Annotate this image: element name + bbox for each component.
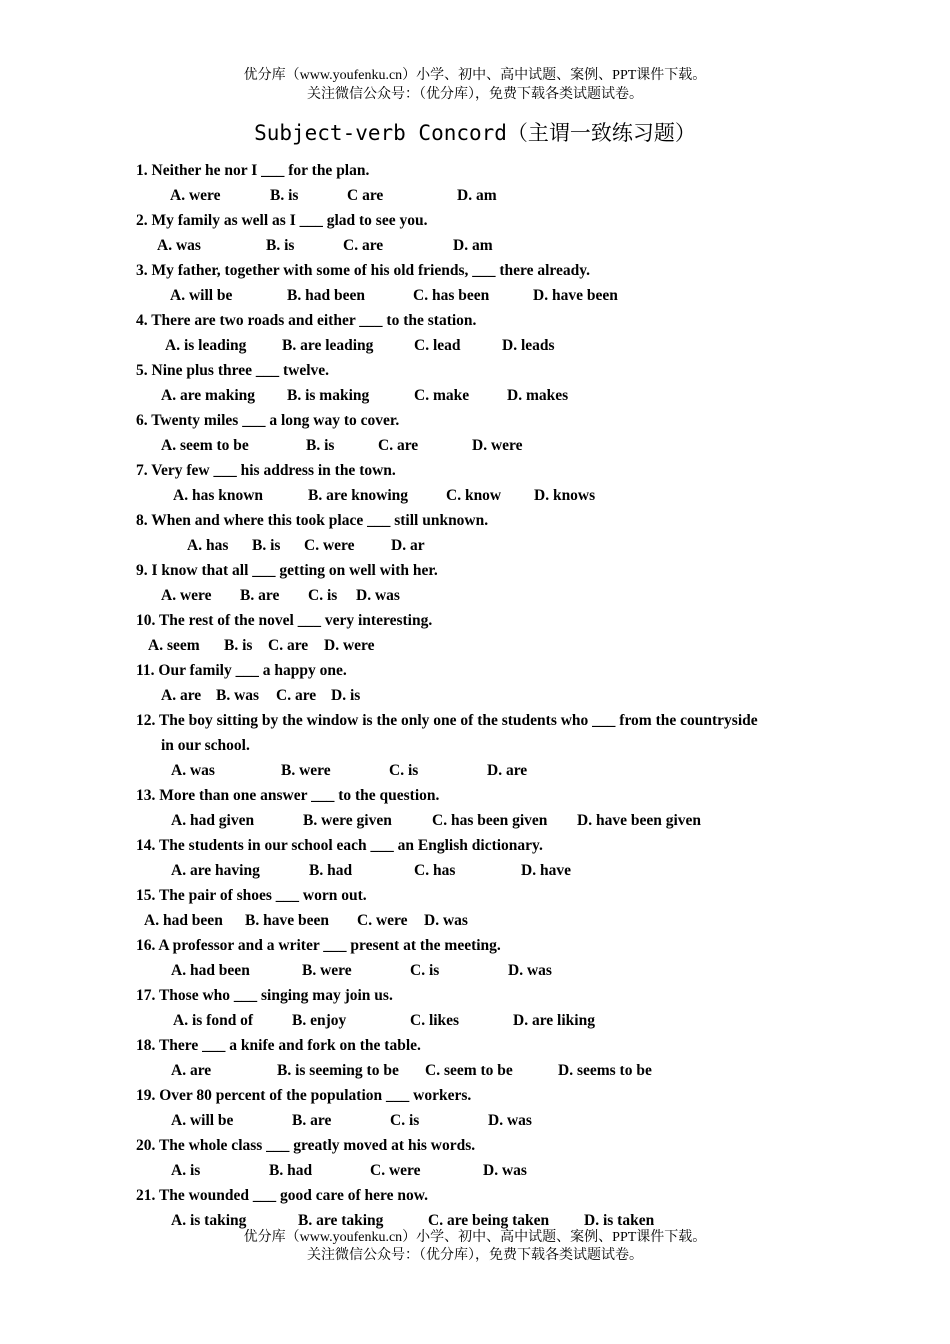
question-13-option-b[interactable]: B. were given [303, 812, 392, 829]
question-6-option-d[interactable]: D. were [472, 437, 523, 454]
question-11-stem: 11. Our family ___ a happy one. [136, 662, 347, 679]
question-18-stem: 18. There ___ a knife and fork on the table. [136, 1037, 421, 1054]
header-line-2: 关注微信公众号：（优分库），免费下载各类试题试卷。 [307, 87, 643, 102]
question-10-option-b[interactable]: B. is [224, 637, 253, 654]
question-1-option-c[interactable]: C are [347, 187, 384, 204]
question-5-stem: 5. Nine plus three ___ twelve. [136, 362, 330, 379]
question-12-option-c[interactable]: C. is [389, 762, 419, 779]
question-20-option-d[interactable]: D. was [483, 1162, 527, 1179]
question-17-option-d[interactable]: D. are liking [513, 1012, 595, 1029]
question-13-option-c[interactable]: C. has been given [432, 812, 548, 829]
question-15-option-a[interactable]: A. had been [144, 912, 223, 929]
question-3-option-d[interactable]: D. have been [533, 287, 618, 304]
question-15-option-c[interactable]: C. were [357, 912, 408, 929]
question-4-stem: 4. There are two roads and either ___ to the station. [136, 312, 477, 329]
question-6-option-a[interactable]: A. seem to be [161, 437, 249, 454]
question-16-option-b[interactable]: B. were [302, 962, 352, 979]
question-8-stem: 8. When and where this took place ___ still unknown. [136, 512, 489, 529]
question-8-option-d[interactable]: D. ar [391, 537, 425, 554]
question-10-option-c[interactable]: C. are [268, 637, 309, 654]
question-2-stem: 2. My family as well as I ___ glad to see you. [136, 212, 428, 229]
question-1-option-b[interactable]: B. is [270, 187, 299, 204]
question-1-option-a[interactable]: A. were [170, 187, 221, 204]
question-3-option-a[interactable]: A. will be [170, 287, 233, 304]
question-8-option-c[interactable]: C. were [304, 537, 355, 554]
question-6-option-c[interactable]: C. are [378, 437, 419, 454]
question-14-stem: 14. The students in our school each ___ an English dictionary. [136, 837, 543, 854]
question-2-option-a[interactable]: A. was [157, 237, 201, 254]
question-5-option-d[interactable]: D. makes [507, 387, 569, 404]
question-21-option-d[interactable]: D. is taken [584, 1212, 655, 1229]
question-12-option-a[interactable]: A. was [171, 762, 215, 779]
question-1-stem: 1. Neither he nor I ___ for the plan. [136, 162, 370, 179]
question-21-option-c[interactable]: C. are being taken [428, 1212, 550, 1229]
question-13-option-d[interactable]: D. have been given [577, 812, 701, 829]
question-17-option-b[interactable]: B. enjoy [292, 1012, 347, 1029]
question-9-stem: 9. I know that all ___ getting on well with her. [136, 562, 438, 579]
question-15-option-d[interactable]: D. was [424, 912, 468, 929]
question-18-option-b[interactable]: B. is seeming to be [277, 1062, 399, 1079]
question-7-option-b[interactable]: B. are knowing [308, 487, 409, 504]
question-14-option-c[interactable]: C. has [414, 862, 456, 879]
question-9-option-a[interactable]: A. were [161, 587, 212, 604]
question-19-option-b[interactable]: B. are [292, 1112, 332, 1129]
question-7-stem: 7. Very few ___ his address in the town. [136, 462, 396, 479]
question-20-option-a[interactable]: A. is [171, 1162, 201, 1179]
question-21-stem: 21. The wounded ___ good care of here now. [136, 1187, 428, 1204]
question-21-option-a[interactable]: A. is taking [171, 1212, 247, 1229]
question-3-stem: 3. My father, together with some of his old friends, ___ there already. [136, 262, 591, 279]
question-14-option-d[interactable]: D. have [521, 862, 571, 879]
question-7-option-a[interactable]: A. has known [173, 487, 264, 504]
question-16-option-d[interactable]: D. was [508, 962, 552, 979]
question-7-option-c[interactable]: C. know [446, 487, 502, 504]
question-12-stem: 12. The boy sitting by the window is the only one of the students who ___ from the countryside [136, 712, 758, 729]
question-5-option-a[interactable]: A. are making [161, 387, 256, 404]
question-4-option-b[interactable]: B. are leading [282, 337, 374, 354]
header-line-1: 优分库（www.youfenku.cn）小学、初中、高中试题、案例、PPT课件下载。 [243, 68, 707, 83]
question-3-option-b[interactable]: B. had been [287, 287, 365, 304]
question-7-option-d[interactable]: D. knows [534, 487, 596, 504]
question-2-option-d[interactable]: D. am [453, 237, 493, 254]
question-1-option-d[interactable]: D. am [457, 187, 497, 204]
question-16-stem: 16. A professor and a writer ___ present at the meeting. [136, 937, 501, 954]
question-19-option-c[interactable]: C. is [390, 1112, 420, 1129]
question-5-option-b[interactable]: B. is making [287, 387, 370, 404]
question-6-option-b[interactable]: B. is [306, 437, 335, 454]
question-2-option-b[interactable]: B. is [266, 237, 295, 254]
question-12-option-d[interactable]: D. are [487, 762, 528, 779]
question-19-option-d[interactable]: D. was [488, 1112, 532, 1129]
question-10-option-a[interactable]: A. seem [148, 637, 200, 654]
question-3-option-c[interactable]: C. has been [413, 287, 490, 304]
question-11-option-a[interactable]: A. are [161, 687, 202, 704]
question-2-option-c[interactable]: C. are [343, 237, 384, 254]
question-4-option-c[interactable]: C. lead [414, 337, 461, 354]
question-11-option-d[interactable]: D. is [331, 687, 361, 704]
question-20-option-c[interactable]: C. were [370, 1162, 421, 1179]
question-18-option-a[interactable]: A. are [171, 1062, 212, 1079]
question-10-stem: 10. The rest of the novel ___ very interesting. [136, 612, 433, 629]
question-10-option-d[interactable]: D. were [324, 637, 375, 654]
question-21-option-b[interactable]: B. are taking [298, 1212, 384, 1229]
question-14-option-b[interactable]: B. had [309, 862, 353, 879]
question-12-stem-continued: in our school. [161, 737, 250, 754]
question-9-option-c[interactable]: C. is [308, 587, 338, 604]
question-11-option-c[interactable]: C. are [276, 687, 317, 704]
question-17-stem: 17. Those who ___ singing may join us. [136, 987, 393, 1004]
question-19-option-a[interactable]: A. will be [171, 1112, 234, 1129]
question-17-option-a[interactable]: A. is fond of [173, 1012, 254, 1029]
question-20-stem: 20. The whole class ___ greatly moved at his words. [136, 1137, 476, 1154]
question-9-option-b[interactable]: B. are [240, 587, 280, 604]
question-5-option-c[interactable]: C. make [414, 387, 470, 404]
question-13-stem: 13. More than one answer ___ to the question. [136, 787, 440, 804]
question-19-stem: 19. Over 80 percent of the population ___ workers. [136, 1087, 472, 1104]
question-17-option-c[interactable]: C. likes [410, 1012, 460, 1029]
question-13-option-a[interactable]: A. had given [171, 812, 255, 829]
question-12-option-b[interactable]: B. were [281, 762, 331, 779]
question-8-option-a[interactable]: A. has [187, 537, 229, 554]
question-18-option-c[interactable]: C. seem to be [425, 1062, 513, 1079]
question-14-option-a[interactable]: A. are having [171, 862, 260, 879]
question-20-option-b[interactable]: B. had [269, 1162, 313, 1179]
question-4-option-d[interactable]: D. leads [502, 337, 555, 354]
question-15-option-b[interactable]: B. have been [245, 912, 329, 929]
question-8-option-b[interactable]: B. is [252, 537, 281, 554]
question-16-option-a[interactable]: A. had been [171, 962, 250, 979]
footer-line-2: 关注微信公众号：（优分库），免费下载各类试题试卷。 [307, 1248, 643, 1263]
question-9-option-d[interactable]: D. was [356, 587, 400, 604]
question-18-option-d[interactable]: D. seems to be [558, 1062, 652, 1079]
footer-line-1: 优分库（www.youfenku.cn）小学、初中、高中试题、案例、PPT课件下载。 [243, 1230, 707, 1245]
question-16-option-c[interactable]: C. is [410, 962, 440, 979]
question-4-option-a[interactable]: A. is leading [165, 337, 247, 354]
page-title: Subject-verb Concord（主谓一致练习题） [254, 121, 696, 145]
question-6-stem: 6. Twenty miles ___ a long way to cover. [136, 412, 400, 429]
question-15-stem: 15. The pair of shoes ___ worn out. [136, 887, 367, 904]
question-11-option-b[interactable]: B. was [216, 687, 260, 704]
